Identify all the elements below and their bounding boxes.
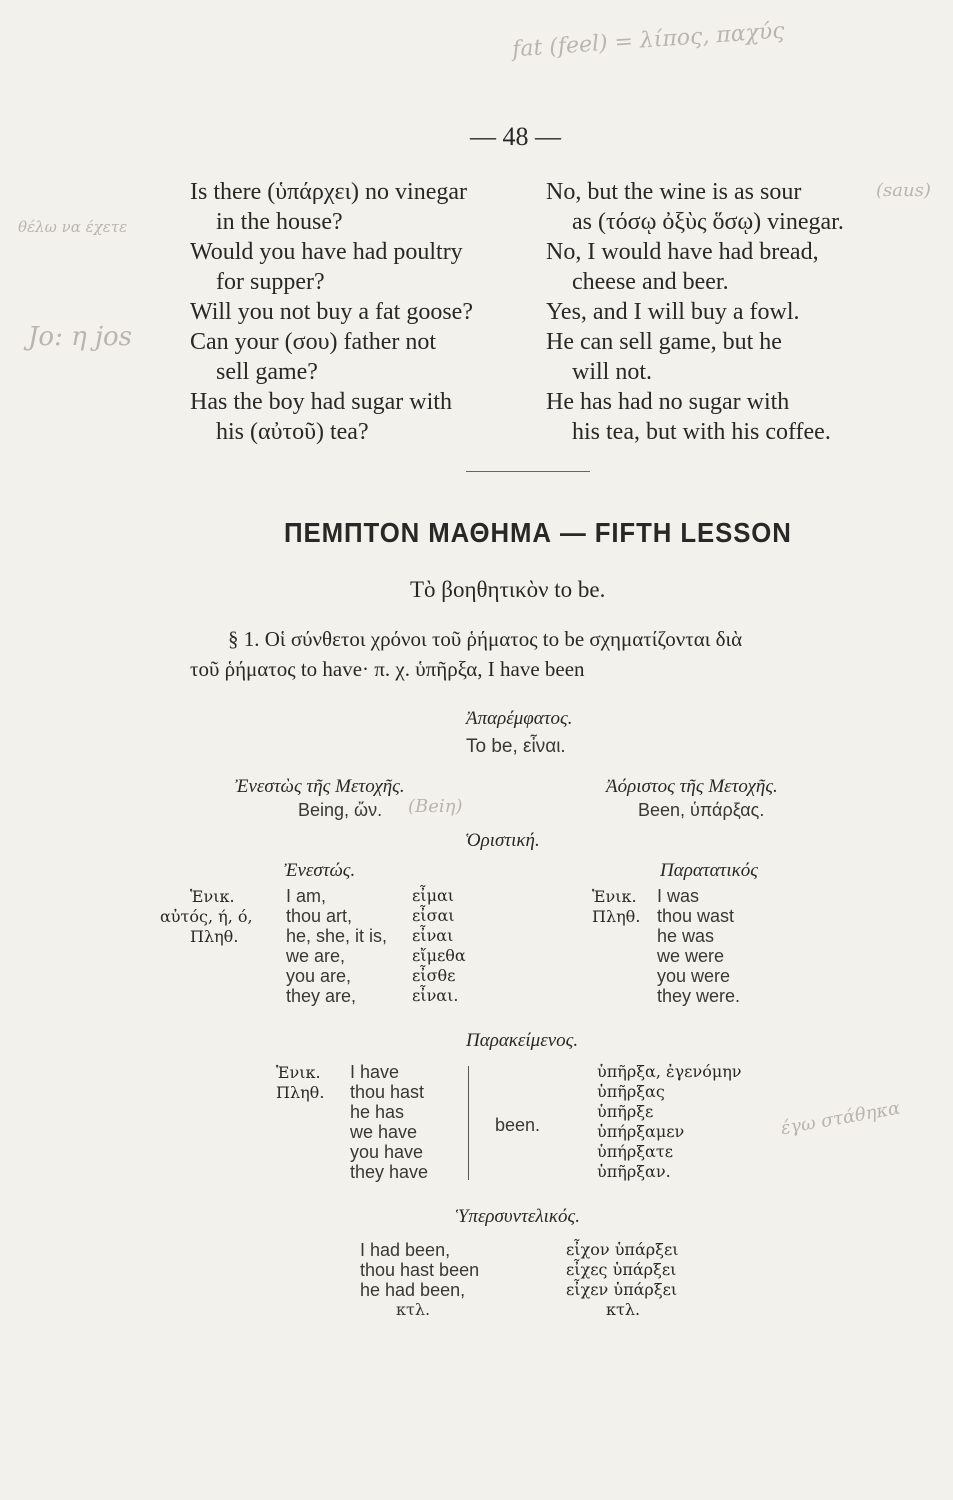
label-autos: αὐτός, ή, ό,: [160, 907, 253, 926]
imperfect-english-1: I was: [657, 886, 700, 906]
answer-4b: will not.: [572, 359, 653, 385]
question-1a: Is there (ὑπάρχει) no vinegar: [190, 179, 467, 205]
imperfect-english-6: they were.: [657, 986, 741, 1006]
section-divider: [466, 471, 590, 472]
perfect-greek-3: ὑπῆρξε: [597, 1102, 654, 1121]
answer-2a: No, I would have had bread,: [546, 239, 819, 265]
present-english-5: you are,: [286, 966, 352, 986]
answer-1b: as (τόσῳ ὀξὺς ὅσῳ) vinegar.: [572, 209, 844, 235]
perfect-greek-6: ὑπῆρξαν.: [597, 1162, 671, 1181]
perfect-label-sing: Ἑνικ.: [276, 1063, 321, 1082]
answer-5a: He has had no sugar with: [546, 389, 790, 415]
lesson-title: ΠΕΜΠΤΟΝ ΜΑΘΗΜΑ — FIFTH LESSON: [284, 517, 792, 548]
question-3: Will you not buy a fat goose?: [190, 299, 473, 325]
imperfect-english-5: you were: [657, 966, 731, 986]
perfect-english-2: thou hast: [350, 1082, 425, 1102]
pluperfect-english-3: he had been,: [360, 1280, 466, 1300]
answer-1a: No, but the wine is as sour: [546, 179, 802, 205]
margin-note-left-2: Jo: η jos: [28, 322, 132, 352]
present-english: [286, 886, 387, 1006]
exercise-answers: [546, 177, 844, 447]
perfect-english: [350, 1062, 428, 1182]
present-english-6: they are,: [286, 986, 357, 1006]
question-4a: Can your (σου) father not: [190, 329, 437, 355]
page-number: — 48 —: [470, 122, 561, 151]
perfect-heading: Παρακείμενος.: [466, 1030, 579, 1051]
label-plur: Πληθ.: [190, 927, 239, 946]
perfect-english-3: he has: [350, 1102, 405, 1122]
present-english-2: thou art,: [286, 906, 353, 926]
imperfect-label-plur: Πληθ.: [592, 907, 641, 926]
perfect-greek-4: ὑπήρξαμεν: [597, 1122, 685, 1141]
label-sing: Ἑνικ.: [190, 887, 235, 906]
present-participle-heading: Ἐνεστὼς τῆς Μετοχῆς.: [235, 776, 405, 797]
perfect-person-labels: [276, 1063, 324, 1103]
question-2b: for supper?: [216, 269, 325, 295]
perfect-greek-1: ὑπῆρξα, ἐγενόμην: [597, 1062, 742, 1081]
paragraph-line-1: § 1. Οἱ σύνθετοι χρόνοι τοῦ ῥήματος to be σχηματίζονται διὰ: [228, 627, 743, 651]
infinitive-heading: Ἀπαρέμφατος.: [466, 708, 573, 729]
margin-note-been: (Beiη): [408, 796, 463, 817]
present-greek: [412, 886, 466, 1006]
pluperfect-greek-etc: κτλ.: [606, 1300, 641, 1319]
answer-4a: He can sell game, but he: [546, 329, 782, 355]
infinitive-value: To be, εἶναι.: [466, 736, 566, 757]
perfect-english-4: we have: [350, 1122, 418, 1142]
imperfect-english-4: we were: [657, 946, 725, 966]
present-greek-5: εἶσθε: [412, 966, 456, 985]
imperfect-label-sing: Ἑνικ.: [592, 887, 637, 906]
imperfect-english-3: he was: [657, 926, 715, 946]
margin-note-left-1: θέλω να έχετε: [18, 218, 128, 236]
question-5a: Has the boy had sugar with: [190, 389, 452, 415]
imperfect-english: [657, 886, 740, 1006]
pluperfect-english-etc: κτλ.: [396, 1300, 431, 1319]
margin-note-right: έγω στάθηκα: [779, 1097, 902, 1140]
question-2a: Would you have had poultry: [190, 239, 463, 265]
perfect-label-plur: Πληθ.: [276, 1083, 325, 1102]
pluperfect-greek-1: εἶχον ὑπάρξει: [566, 1240, 679, 1259]
perfect-brace: [468, 1066, 469, 1180]
imperfect-english-2: thou wast: [657, 906, 735, 926]
imperfect-person-labels: [592, 887, 640, 927]
present-greek-3: εἶναι: [412, 926, 454, 945]
present-english-1: I am,: [286, 886, 327, 906]
margin-note-sour: (saus): [876, 180, 931, 201]
present-greek-2: εἶσαι: [412, 906, 455, 925]
exercise-questions: [190, 177, 473, 447]
answer-3: Yes, and I will buy a fowl.: [546, 299, 800, 325]
perfect-greek: [597, 1062, 742, 1182]
present-participle-value: Being, ὤν.: [298, 800, 383, 820]
perfect-english-5: you have: [350, 1142, 424, 1162]
aorist-participle-heading: Ἀόριστος τῆς Μετοχῆς.: [606, 776, 778, 797]
perfect-english-1: I have: [350, 1062, 400, 1082]
perfect-greek-2: ὑπῆρξας: [597, 1082, 665, 1101]
imperfect-tense-heading: Παρατατικός: [660, 860, 758, 881]
perfect-english-6: they have: [350, 1162, 429, 1182]
present-english-4: we are,: [286, 946, 346, 966]
answer-2b: cheese and beer.: [572, 269, 729, 295]
pluperfect-greek: [566, 1240, 679, 1320]
present-person-labels: [160, 887, 280, 947]
paragraph-line-2: τοῦ ῥήματος to have· π. χ. ὑπῆρξα, I have been: [190, 657, 585, 681]
pluperfect-greek-2: εἶχες ὑπάρξει: [566, 1260, 677, 1279]
indicative-heading: Ὁριστική.: [465, 830, 540, 851]
pluperfect-greek-3: εἶχεν ὑπάρξει: [566, 1280, 678, 1299]
present-greek-1: εἶμαι: [412, 886, 455, 905]
pluperfect-english-2: thou hast been: [360, 1260, 480, 1280]
present-greek-6: εἶναι.: [412, 986, 459, 1005]
answer-5b: his tea, but with his coffee.: [572, 419, 831, 445]
question-4b: sell game?: [216, 359, 318, 385]
present-english-3: he, she, it is,: [286, 926, 388, 946]
margin-note-top: fat (feel) = λίπος, παχύς: [511, 18, 786, 63]
lesson-subtitle: Τὸ βοηθητικὸν to be.: [410, 577, 606, 602]
pluperfect-english: [360, 1240, 479, 1320]
pluperfect-heading: Ὑπερσυντελικός.: [456, 1206, 580, 1227]
present-tense-heading: Ἐνεστώς.: [284, 860, 356, 881]
pluperfect-english-1: I had been,: [360, 1240, 451, 1260]
perfect-been: been.: [495, 1115, 541, 1135]
question-1b: in the house?: [216, 209, 343, 235]
question-5b: his (αὐτοῦ) tea?: [216, 419, 369, 445]
present-greek-4: εἴμεθα: [412, 946, 466, 965]
perfect-greek-5: ὑπήρξατε: [597, 1142, 673, 1161]
aorist-participle-value: Been, ὑπάρξας.: [638, 800, 765, 820]
